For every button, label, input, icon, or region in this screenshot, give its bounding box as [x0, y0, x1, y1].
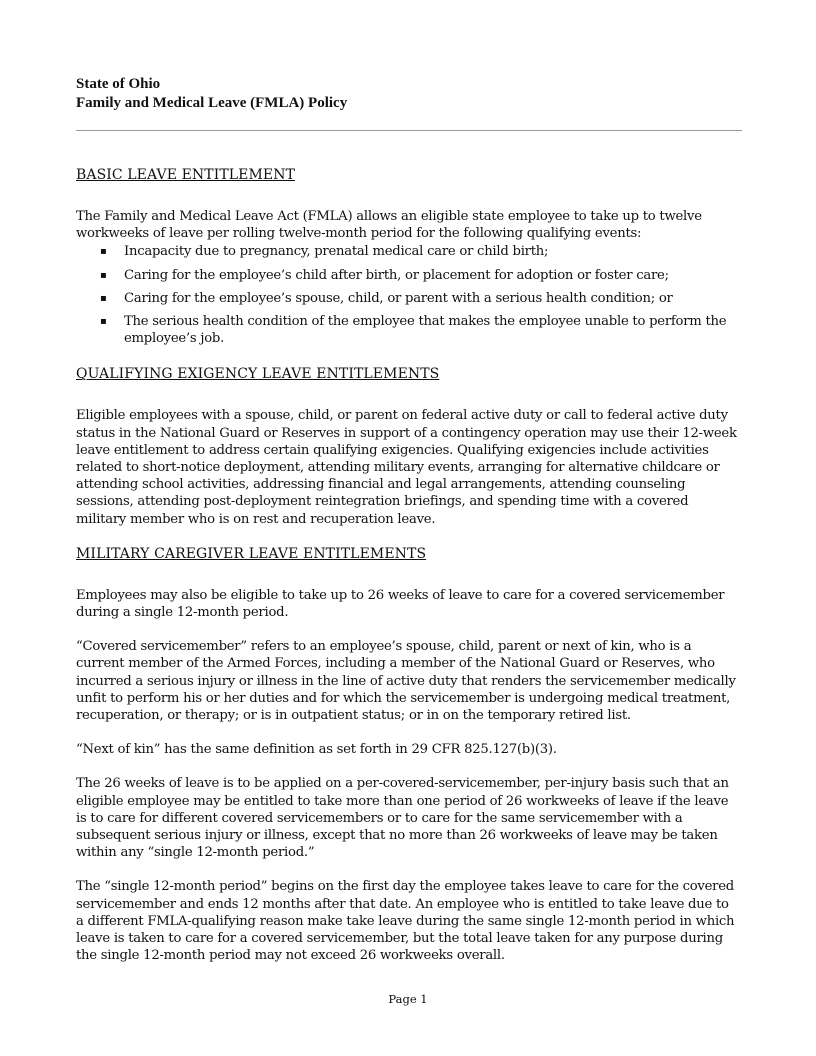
list-item-text: Caring for the employee’s spouse, child, or parent with a serious health condition; or	[124, 290, 673, 306]
list-item	[76, 290, 738, 307]
section-basic-leave	[76, 166, 738, 347]
bullet-icon: ▪	[100, 316, 107, 328]
list-item	[76, 243, 738, 260]
page-number: Page 1	[388, 992, 428, 1006]
paragraph: The 26 weeks of leave is to be applied on a per-covered-servicemember, per-injury basis such that an eligible employee may be entitled to take more than one period of 26 workweeks of leave if the leave is to care for different covered servicemembers or to care for the same servicemember with a subsequent serious injury or illness, except that no more than 26 workweeks of leave may be taken within any “single 12-month period.”	[76, 776, 729, 861]
section-heading: BASIC LEAVE ENTITLEMENT	[76, 167, 296, 183]
section-heading: QUALIFYING EXIGENCY LEAVE ENTITLEMENTS	[76, 366, 440, 383]
bullet-icon: ▪	[100, 269, 107, 281]
qualifying-events-list	[76, 243, 738, 347]
header-divider	[76, 130, 742, 131]
paragraph: The “single 12-month period” begins on the first day the employee takes leave to care for the covered servicemember and ends 12 months after that date. An employee who is entitled to take leave due to a different FMLA-qualifying reason make take leave during the same single 12-month period in which leave is taken to care for a covered servicemember, but the total leave taken for any purpose during the single 12-month period may not exceed 26 workweeks overall.	[76, 879, 735, 964]
bullet-icon: ▪	[100, 292, 107, 304]
list-item-text: The serious health condition of the employee that makes the employee unable to perform the employee’s job.	[124, 314, 727, 347]
document-body	[76, 166, 738, 982]
section-heading: MILITARY CAREGIVER LEAVE ENTITLEMENTS	[76, 545, 427, 562]
paragraph: “Next of kin” has the same definition as set forth in 29 CFR 825.127(b)(3).	[76, 742, 557, 758]
paragraph: The Family and Medical Leave Act (FMLA) allows an eligible state employee to take up to twelve workweeks of leave per rolling twelve-month period for the following qualifying events:	[76, 209, 702, 242]
paragraph: Employees may also be eligible to take up to 26 weeks of leave to care for a covered servicemember during a single 12-month period.	[76, 587, 725, 621]
section-military-caregiver	[76, 545, 738, 965]
header-policy-title: Family and Medical Leave (FMLA) Policy	[76, 95, 348, 111]
paragraph: Eligible employees with a spouse, child, or parent on federal active duty or call to federal active duty status in the National Guard or Reserves in support of a contingency operation may use their 12-week leave entitlement to address certain qualifying exigencies. Qualifying exigencies include activities related to short-notice deployment, attending military events, arranging for alternative childcare or attending school activities, addressing financial and legal arrangements, attending counseling sessions, attending post-deployment reintegration briefings, and spending time with a covered military member who is on rest and recuperation leave.	[76, 408, 737, 527]
list-item-text: Incapacity due to pregnancy, prenatal medical care or child birth;	[124, 244, 549, 260]
section-qualifying-exigency	[76, 365, 738, 527]
list-item	[76, 267, 738, 284]
document-header	[76, 75, 736, 113]
paragraph: “Covered servicemember” refers to an employee’s spouse, child, parent or next of kin, who is a current member of the Armed Forces, including a member of the National Guard or Reserves, who incurred a serious injury or illness in the line of active duty that renders the servicemember medically unfit to perform his or her duties and for which the servicemember is undergoing medical treatment, recuperation, or therapy; or is in outpatient status; or in on the temporary retired list.	[76, 639, 736, 724]
list-item-text: Caring for the employee’s child after birth, or placement for adoption or foster care;	[124, 267, 669, 283]
list-item	[76, 313, 738, 347]
header-organization: State of Ohio	[76, 76, 161, 92]
bullet-icon: ▪	[100, 246, 107, 258]
